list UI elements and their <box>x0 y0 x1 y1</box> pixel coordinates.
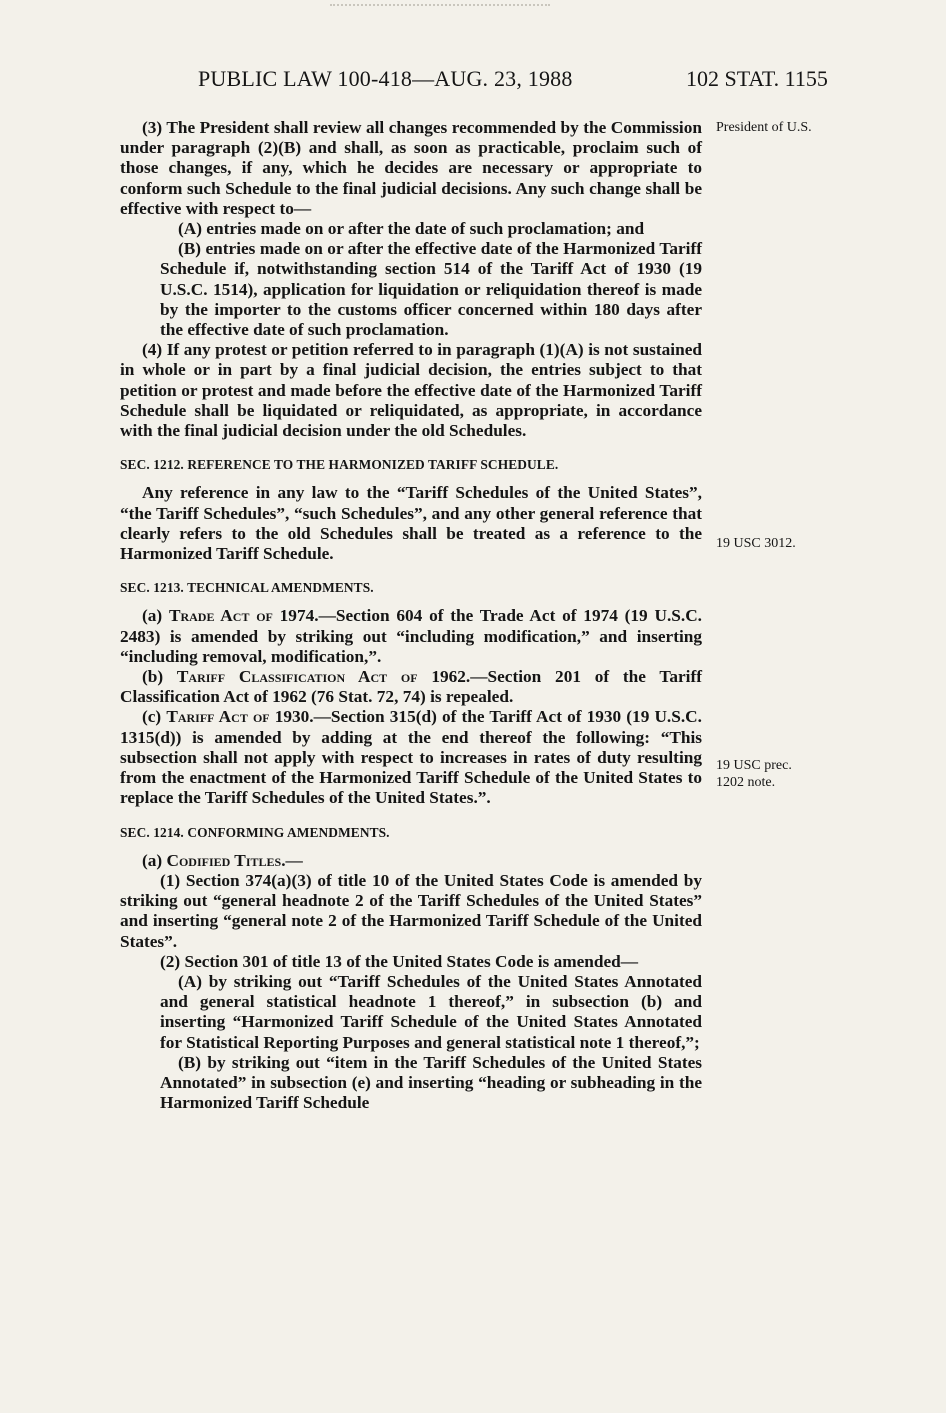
margin-note-1202-note: 1202 note. <box>716 775 776 790</box>
section-1214-a-caption: Codified Titles. <box>166 850 286 870</box>
section-1213-c <box>120 707 702 808</box>
section-1213-a-text: —Section 604 of the Trade Act of 1974 (19 U.S.C. 2483) is amended by striking out “including modification,” and inserting “including removal, modification,”. <box>120 606 702 666</box>
section-1214-a-dash: — <box>285 850 303 870</box>
section-1214-a-1: (1) Section 374(a)(3) of title 10 of the United States Code is amended by striking out “general headnote 2 of the Tariff Schedules of the United States” and inserting “general note 2 of the Harmonized Tariff Schedule of the United States”. <box>120 870 702 951</box>
paragraph-3: (3) The President shall review all changes recommended by the Commission under paragraph (2)(B) and shall, as soon as practicable, proclaim such of those changes, if any, which he decides are necessary or appropriate to conform such Schedule to the final judicial decisions. Any such change shall be effective with respect to— <box>120 118 702 218</box>
section-1214-a-2-A: (A) by striking out “Tariff Schedules of the United States Annotated and general statistical headnote 1 thereof,” in subsection (b) and inserting “Harmonized Tariff Schedule of the United States Annotated for Statistical Reporting Purposes and general statistical note 1 thereof,”; <box>160 971 702 1052</box>
section-1213-a-caption: Trade Act of 1974. <box>168 606 319 626</box>
running-header-title: PUBLIC LAW 100-418—AUG. 23, 1988 <box>198 66 573 91</box>
paragraph-3A: (A) entries made on or after the date of such proclamation; and <box>178 219 645 239</box>
section-1214-a-2: (2) Section 301 of title 13 of the United States Code is amended— <box>160 951 639 971</box>
margin-note-usc-3012: 19 USC 3012. <box>716 536 796 551</box>
faint-bleed-through <box>330 4 550 14</box>
margin-note-president: President of U.S. <box>716 120 812 135</box>
paragraph-4: (4) If any protest or petition referred to in paragraph (1)(A) is not sustained in whole or in part by a final judicial decision, the entries subject to that petition or protest and made before the effective date of the Harmonized Tariff Schedule shall be liquidated or reliquidated, as appropriate, in accordance with the final judicial decision under the old Schedules. <box>120 340 702 441</box>
section-1214-heading: SEC. 1214. CONFORMING AMENDMENTS. <box>120 824 390 840</box>
section-1212-heading: SEC. 1212. REFERENCE TO THE HARMONIZED TARIFF SCHEDULE. <box>120 457 559 473</box>
section-1214-a <box>120 851 702 871</box>
page-number: 102 STAT. 1155 <box>686 66 828 91</box>
body-text <box>120 118 702 1113</box>
section-1214-a-label: (a) <box>142 850 167 870</box>
section-1213-c-text: —Section 315(d) of the Tariff Act of 1930 (19 U.S.C. 1315(d)) is amended by adding at the end thereof the following: “This subsection shall not apply with respect to increases in rates of duty resulting from the enactment of the Harmonized Tariff Schedule of the United States to replace the Tariff Schedules of the United States.”. <box>120 707 702 808</box>
section-1214-a-2-B: (B) by striking out “item in the Tariff Schedules of the United States Annotated” in subsection (e) and inserting “heading or subheading in the Harmonized Tariff Schedule <box>160 1052 702 1113</box>
paragraph-3B: (B) entries made on or after the effective date of the Harmonized Tariff Schedule if, notwithstanding section 514 of the Tariff Act of 1930 (19 U.S.C. 1514), application for liquidation or reliquidation thereof is made by the importer to the customs officer concerned within 180 days after the effective date of such proclamation. <box>160 239 702 340</box>
section-1213-c-label: (c) <box>142 707 167 727</box>
section-1213-a <box>120 606 702 667</box>
section-1213-b <box>120 667 702 707</box>
section-1213-b-label: (b) <box>142 667 177 687</box>
section-1213-heading: SEC. 1213. TECHNICAL AMENDMENTS. <box>120 580 374 596</box>
section-1212-text: Any reference in any law to the “Tariff Schedules of the United States”, “the Tariff Schedules”, “such Schedules”, and any other general reference that clearly refers to the old Schedules shall be treated as a reference to the Harmonized Tariff Schedule. <box>120 483 702 564</box>
section-1213-b-caption: Tariff Classification Act of 1962. <box>176 667 471 687</box>
section-1213-a-label: (a) <box>142 606 169 626</box>
margin-note-usc-prec: 19 USC prec. <box>716 758 792 773</box>
section-1213-c-caption: Tariff Act of 1930. <box>166 707 314 727</box>
section-1213-b-text: —Section 201 of the Tariff Classification Act of 1962 (76 Stat. 72, 74) is repealed. <box>120 667 702 707</box>
